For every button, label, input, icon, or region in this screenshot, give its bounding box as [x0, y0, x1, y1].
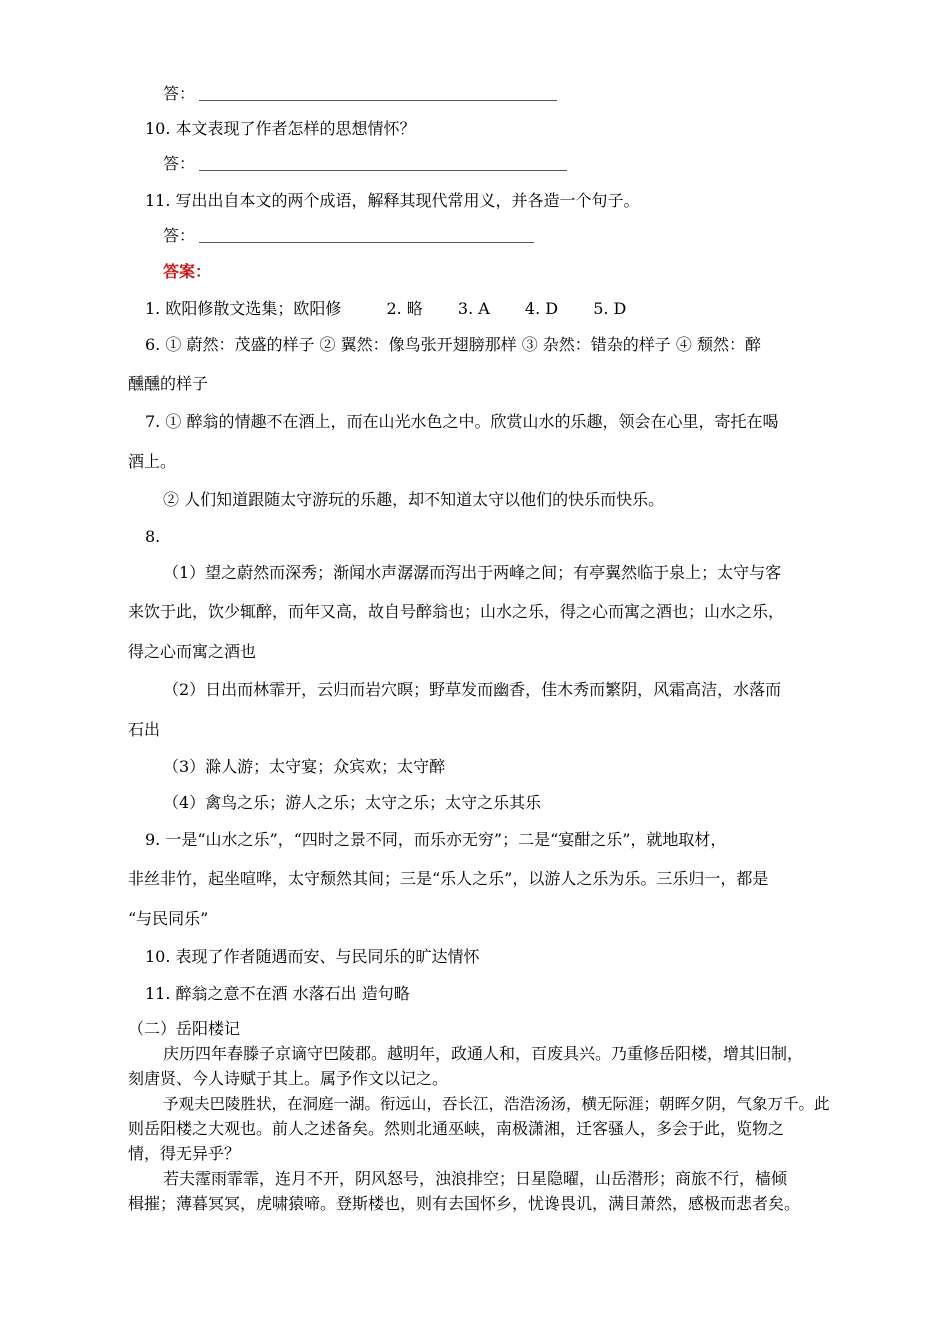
answer-7-line-1: 7. ① 醉翁的情趣不在酒上，而在山光水色之中。欣赏山水的乐趣，领会在心里，寄托在喝	[145, 412, 779, 431]
answer-9-line-3: “与民同乐”	[128, 909, 209, 928]
answer-prompt: 答：	[163, 154, 196, 173]
question-10	[145, 117, 416, 141]
question-11	[145, 189, 640, 213]
passage-title: （二）岳阳楼记	[128, 1019, 241, 1038]
answer-8-1-line-3: 得之心而寓之酒也	[128, 642, 257, 661]
answer-row-1-5	[145, 297, 626, 321]
passage-p2-line-3: 情，得无异乎？	[128, 1144, 241, 1163]
answer-underline	[199, 100, 557, 101]
answer-11: 11. 醉翁之意不在酒 水落石出 造句略	[145, 984, 410, 1003]
answer-4: 4. D	[524, 299, 559, 318]
answer-underline	[199, 242, 534, 243]
question-number: 10.	[145, 119, 171, 138]
answer-prompt: 答：	[163, 84, 196, 103]
question-text: 本文表现了作者怎样的思想情怀？	[175, 119, 416, 138]
answer-8-4: （4）禽鸟之乐；游人之乐；太守之乐；太守之乐其乐	[163, 793, 542, 812]
question-text: 写出出自本文的两个成语，解释其现代常用义，并各造一个句子。	[175, 191, 640, 210]
answer-underline	[199, 170, 567, 171]
answer-3: 3. A	[457, 299, 490, 318]
answer-8-1-line-2: 来饮于此，饮少辄醉，而年又高，故自号醉翁也；山水之乐，得之心而寓之酒也；山水之乐，	[128, 602, 785, 621]
answer-7-line-2: 酒上。	[128, 452, 177, 471]
answer-blank-9[interactable]	[163, 82, 557, 106]
answer-7-line-3: ② 人们知道跟随太守游玩的乐趣，却不知道太守以他们的快乐而快乐。	[163, 490, 665, 509]
passage-p3-line-2: 楫摧；薄暮冥冥，虎啸猿啼。登斯楼也，则有去国怀乡，忧谗畏讥，满目萧然，感极而悲者矣。	[128, 1194, 801, 1213]
answer-9-line-2: 非丝非竹，起坐喧哗，太守颓然其间；三是“乐人之乐”，以游人之乐为乐。三乐归一，都是	[128, 869, 769, 888]
answer-8-2-line-2: 石出	[128, 720, 161, 739]
passage-p2-line-2: 则岳阳楼之大观也。前人之述备矣。然则北通巫峡，南极潇湘，迁客骚人，多会于此，览物之	[128, 1119, 785, 1138]
passage-p1-line-1: 庆历四年春滕子京谪守巴陵郡。越明年，政通人和，百废具兴。乃重修岳阳楼，增其旧制，	[163, 1044, 804, 1063]
answer-6-line-1: 6. ① 蔚然：茂盛的样子 ② 翼然：像鸟张开翅膀那样 ③ 杂然：错杂的样子 ④ 颓然：醉	[145, 335, 761, 354]
answer-10: 10. 表现了作者随遇而安、与民同乐的旷达情怀	[145, 947, 480, 966]
answers-heading: 答案：	[163, 262, 212, 281]
passage-p1-line-2: 刻唐贤、今人诗赋于其上。属予作文以记之。	[128, 1069, 449, 1088]
answer-8-2-line-1: （2）日出而林霏开，云归而岩穴暝；野草发而幽香，佳木秀而繁阴，风霜高洁，水落而	[163, 680, 782, 699]
answer-8-3: （3）滁人游；太守宴；众宾欢；太守醉	[163, 757, 446, 776]
passage-p3-line-1: 若夫霪雨霏霏，连月不开，阴风怒号，浊浪排空；日星隐曜，山岳潜形；商旅不行，樯倾	[163, 1169, 788, 1188]
answer-prompt: 答：	[163, 226, 196, 245]
question-number: 11.	[145, 191, 171, 210]
answer-blank-10[interactable]	[163, 152, 567, 176]
answer-5: 5. D	[593, 299, 627, 318]
answer-8-1-line-1: （1）望之蔚然而深秀；渐闻水声潺潺而泻出于两峰之间；有亭翼然临于泉上；太守与客	[163, 563, 782, 582]
answer-2: 2. 略	[386, 299, 423, 318]
answer-9-line-1: 9. 一是“山水之乐”，“四时之景不同，而乐亦无穷”；二是“宴酣之乐”，就地取材，	[145, 830, 727, 849]
answer-8-number: 8.	[145, 527, 161, 546]
answer-6-line-2: 醺醺的样子	[128, 374, 209, 393]
answer-blank-11[interactable]	[163, 224, 534, 248]
answer-1: 1. 欧阳修散文选集；欧阳修	[145, 299, 342, 318]
passage-p2-line-1: 予观夫巴陵胜状，在洞庭一湖。衔远山，吞长江，浩浩汤汤，横无际涯；朝晖夕阴，气象万千。此	[163, 1095, 830, 1113]
